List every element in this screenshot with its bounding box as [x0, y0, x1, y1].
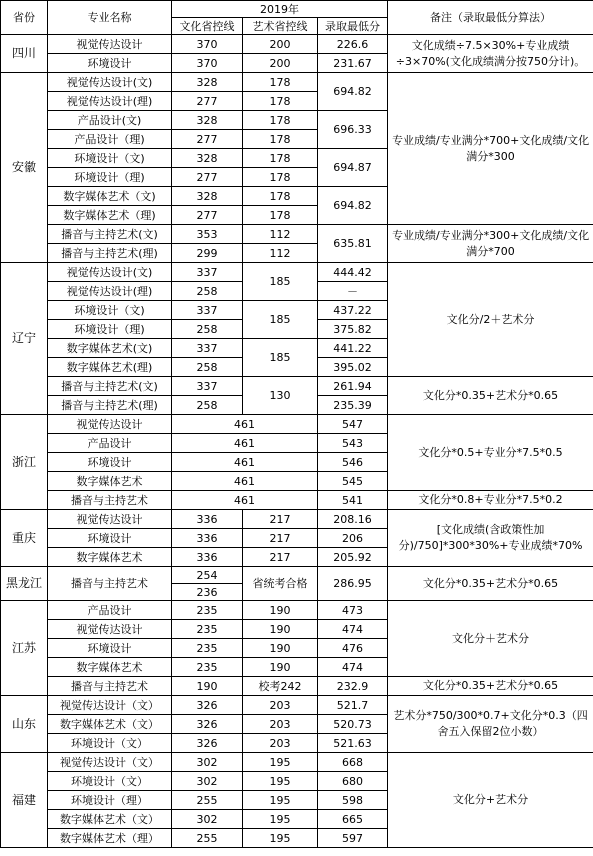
min-score-cell: 232.9: [318, 677, 388, 696]
note-cell: [文化成绩(含政策性加分)/750]*300*30%+专业成绩*70%: [388, 510, 593, 567]
note-cell: 文化成绩÷7.5×30%+专业成绩÷3×70%(文化成绩满分按750分计)。: [388, 35, 593, 73]
province-cell: 辽宁: [1, 263, 48, 415]
major-cell: 数字媒体艺术（文): [48, 187, 172, 206]
culture-line-cell: 255: [172, 829, 243, 848]
art-line-cell: 203: [243, 696, 318, 715]
header-province: 省份: [1, 1, 48, 35]
min-score-cell: 235.39: [318, 396, 388, 415]
art-line-cell: 178: [243, 92, 318, 111]
art-line-cell: 178: [243, 130, 318, 149]
table-row: [1, 753, 593, 772]
culture-line-cell: 258: [172, 396, 243, 415]
major-cell: 环境设计（文): [48, 301, 172, 320]
major-cell: 产品设计: [48, 601, 172, 620]
min-score-cell: 597: [318, 829, 388, 848]
major-cell: 环境设计（文): [48, 149, 172, 168]
min-score-cell: 543: [318, 434, 388, 453]
major-cell: 环境设计（理): [48, 168, 172, 187]
note-cell: 文化分+艺术分: [388, 753, 593, 848]
culture-line-cell: 337: [172, 263, 243, 282]
culture-line-cell: 277: [172, 92, 243, 111]
min-score-cell: 546: [318, 453, 388, 472]
culture-line-cell: 328: [172, 73, 243, 92]
art-line-cell: 185: [243, 301, 318, 339]
min-score-cell: 545: [318, 472, 388, 491]
major-cell: 环境设计: [48, 639, 172, 658]
art-line-cell: 省统考合格: [243, 567, 318, 601]
culture-line-cell: 302: [172, 810, 243, 829]
art-line-cell: 178: [243, 168, 318, 187]
major-cell: 数字媒体艺术（文）: [48, 810, 172, 829]
min-score-cell: 444.42: [318, 263, 388, 282]
header-min-score: 录取最低分: [318, 18, 388, 35]
table-row: [1, 601, 593, 620]
major-cell: 数字媒体艺术: [48, 548, 172, 567]
min-score-cell: 694.82: [318, 73, 388, 111]
art-line-cell: 200: [243, 35, 318, 54]
culture-line-cell: 336: [172, 529, 243, 548]
major-cell: 环境设计（理）: [48, 791, 172, 810]
province-cell: 浙江: [1, 415, 48, 510]
header-art-line: 艺术省控线: [243, 18, 318, 35]
culture-line-cell: 299: [172, 244, 243, 263]
table-row: [1, 415, 593, 434]
min-score-cell: 598: [318, 791, 388, 810]
major-cell: 数字媒体艺术（理): [48, 206, 172, 225]
min-score-cell: 547: [318, 415, 388, 434]
major-cell: 播音与主持艺术(理): [48, 244, 172, 263]
min-score-cell: 474: [318, 620, 388, 639]
province-cell: 江苏: [1, 601, 48, 696]
art-line-cell: 178: [243, 187, 318, 206]
culture-line-cell: 277: [172, 168, 243, 187]
major-cell: 视觉传达设计（文）: [48, 753, 172, 772]
note-cell: 文化分/2＋艺术分: [388, 263, 593, 377]
major-cell: 产品设计（理): [48, 130, 172, 149]
culture-line-cell: 336: [172, 548, 243, 567]
province-cell: 四川: [1, 35, 48, 73]
culture-line-cell: 353: [172, 225, 243, 244]
min-score-cell: 521.63: [318, 734, 388, 753]
min-score-cell: 476: [318, 639, 388, 658]
major-cell: 视觉传达设计(文): [48, 263, 172, 282]
art-line-cell: 203: [243, 734, 318, 753]
province-cell: 黑龙江: [1, 567, 48, 601]
control-line-cell: 461: [172, 491, 318, 510]
major-cell: 视觉传达设计: [48, 510, 172, 529]
culture-line-cell: 336: [172, 510, 243, 529]
culture-line-cell: 328: [172, 149, 243, 168]
culture-line-cell: 258: [172, 358, 243, 377]
table-row: [1, 263, 593, 282]
culture-line-cell: 258: [172, 320, 243, 339]
art-line-cell: 178: [243, 206, 318, 225]
culture-line-cell: 254: [172, 567, 243, 584]
major-cell: 数字媒体艺术: [48, 472, 172, 491]
note-cell: 文化分*0.35+艺术分*0.65: [388, 567, 593, 601]
culture-line-cell: 235: [172, 601, 243, 620]
major-cell: 数字媒体艺术（理）: [48, 829, 172, 848]
art-line-cell: 190: [243, 639, 318, 658]
note-cell: 文化分*0.35+艺术分*0.65: [388, 677, 593, 696]
major-cell: 环境设计（文）: [48, 734, 172, 753]
table-row: [1, 377, 593, 396]
header-culture-line: 文化省控线: [172, 18, 243, 35]
table-row: [1, 35, 593, 54]
major-cell: 播音与主持艺术(文): [48, 225, 172, 244]
min-score-cell: 261.94: [318, 377, 388, 396]
culture-line-cell: 277: [172, 130, 243, 149]
min-score-cell: 668: [318, 753, 388, 772]
major-cell: 数字媒体艺术: [48, 658, 172, 677]
note-cell: 艺术分*750/300*0.7+文化分*0.3（四舍五入保留2位小数）: [388, 696, 593, 753]
header-year: 2019年: [172, 1, 388, 18]
art-line-cell: 130: [243, 377, 318, 415]
control-line-cell: 461: [172, 472, 318, 491]
art-line-cell: 185: [243, 339, 318, 377]
min-score-cell: 226.6: [318, 35, 388, 54]
table-row: [1, 225, 593, 244]
culture-line-cell: 235: [172, 658, 243, 677]
art-line-cell: 195: [243, 829, 318, 848]
major-cell: 视觉传达设计: [48, 620, 172, 639]
culture-line-cell: 337: [172, 377, 243, 396]
control-line-cell: 461: [172, 434, 318, 453]
province-cell: 重庆: [1, 510, 48, 567]
culture-line-cell: 236: [172, 584, 243, 601]
culture-line-cell: 328: [172, 111, 243, 130]
major-cell: 播音与主持艺术: [48, 491, 172, 510]
major-cell: 环境设计（文）: [48, 772, 172, 791]
art-line-cell: 203: [243, 715, 318, 734]
control-line-cell: 461: [172, 415, 318, 434]
art-line-cell: 217: [243, 529, 318, 548]
art-line-cell: 195: [243, 772, 318, 791]
culture-line-cell: 277: [172, 206, 243, 225]
min-score-cell: 665: [318, 810, 388, 829]
major-cell: 播音与主持艺术: [48, 677, 172, 696]
min-score-cell: 205.92: [318, 548, 388, 567]
culture-line-cell: 337: [172, 339, 243, 358]
art-line-cell: 190: [243, 601, 318, 620]
min-score-cell: 206: [318, 529, 388, 548]
min-score-cell: －: [318, 282, 388, 301]
major-cell: 环境设计: [48, 453, 172, 472]
major-cell: 播音与主持艺术: [48, 567, 172, 601]
major-cell: 播音与主持艺术(文): [48, 377, 172, 396]
art-line-cell: 112: [243, 225, 318, 244]
note-cell: 专业成绩/专业满分*300+文化成绩/文化满分*700: [388, 225, 593, 263]
min-score-cell: 441.22: [318, 339, 388, 358]
min-score-cell: 520.73: [318, 715, 388, 734]
table-row: [1, 567, 593, 584]
table-row: [1, 696, 593, 715]
culture-line-cell: 326: [172, 734, 243, 753]
culture-line-cell: 302: [172, 772, 243, 791]
note-cell: 文化分*0.35+艺术分*0.65: [388, 377, 593, 415]
culture-line-cell: 326: [172, 715, 243, 734]
min-score-cell: 694.87: [318, 149, 388, 187]
art-line-cell: 217: [243, 510, 318, 529]
culture-line-cell: 255: [172, 791, 243, 810]
culture-line-cell: 326: [172, 696, 243, 715]
art-line-cell: 190: [243, 658, 318, 677]
major-cell: 视觉传达设计(文): [48, 73, 172, 92]
min-score-cell: 473: [318, 601, 388, 620]
table-row: [1, 677, 593, 696]
art-line-cell: 195: [243, 753, 318, 772]
culture-line-cell: 302: [172, 753, 243, 772]
major-cell: 环境设计: [48, 54, 172, 73]
note-cell: 文化分＋艺术分: [388, 601, 593, 677]
major-cell: 环境设计: [48, 529, 172, 548]
culture-line-cell: 258: [172, 282, 243, 301]
major-cell: 产品设计: [48, 434, 172, 453]
culture-line-cell: 235: [172, 639, 243, 658]
header-row-1: [1, 1, 593, 18]
province-cell: 福建: [1, 753, 48, 848]
culture-line-cell: 370: [172, 35, 243, 54]
major-cell: 视觉传达设计（文）: [48, 696, 172, 715]
art-line-cell: 校考242: [243, 677, 318, 696]
art-line-cell: 190: [243, 620, 318, 639]
table-row: [1, 491, 593, 510]
min-score-cell: 208.16: [318, 510, 388, 529]
min-score-cell: 680: [318, 772, 388, 791]
note-cell: 文化分*0.5+专业分*7.5*0.5: [388, 415, 593, 491]
culture-line-cell: 328: [172, 187, 243, 206]
min-score-cell: 474: [318, 658, 388, 677]
major-cell: 产品设计(文): [48, 111, 172, 130]
art-line-cell: 217: [243, 548, 318, 567]
culture-line-cell: 370: [172, 54, 243, 73]
table-row: [1, 510, 593, 529]
art-line-cell: 178: [243, 111, 318, 130]
min-score-cell: 395.02: [318, 358, 388, 377]
min-score-cell: 375.82: [318, 320, 388, 339]
min-score-cell: 696.33: [318, 111, 388, 149]
culture-line-cell: 190: [172, 677, 243, 696]
major-cell: 视觉传达设计(理): [48, 282, 172, 301]
art-line-cell: 200: [243, 54, 318, 73]
major-cell: 数字媒体艺术(理): [48, 358, 172, 377]
major-cell: 环境设计（理): [48, 320, 172, 339]
major-cell: 数字媒体艺术（文）: [48, 715, 172, 734]
major-cell: 视觉传达设计: [48, 415, 172, 434]
min-score-cell: 541: [318, 491, 388, 510]
culture-line-cell: 235: [172, 620, 243, 639]
note-cell: 文化分*0.8+专业分*7.5*0.2: [388, 491, 593, 510]
major-cell: 视觉传达设计: [48, 35, 172, 54]
min-score-cell: 286.95: [318, 567, 388, 601]
art-line-cell: 185: [243, 263, 318, 301]
min-score-cell: 694.82: [318, 187, 388, 225]
min-score-cell: 635.81: [318, 225, 388, 263]
control-line-cell: 461: [172, 453, 318, 472]
min-score-cell: 231.67: [318, 54, 388, 73]
major-cell: 数字媒体艺术(文): [48, 339, 172, 358]
province-cell: 山东: [1, 696, 48, 753]
note-cell: 专业成绩/专业满分*700+文化成绩/文化满分*300: [388, 73, 593, 225]
culture-line-cell: 337: [172, 301, 243, 320]
table-row: [1, 73, 593, 92]
art-line-cell: 112: [243, 244, 318, 263]
major-cell: 播音与主持艺术(理): [48, 396, 172, 415]
province-cell: 安徽: [1, 73, 48, 263]
art-line-cell: 195: [243, 810, 318, 829]
art-line-cell: 178: [243, 149, 318, 168]
header-major: 专业名称: [48, 1, 172, 35]
min-score-cell: 437.22: [318, 301, 388, 320]
min-score-cell: 521.7: [318, 696, 388, 715]
header-note: 备注（录取最低分算法）: [388, 1, 593, 35]
major-cell: 视觉传达设计(理): [48, 92, 172, 111]
art-line-cell: 178: [243, 73, 318, 92]
art-line-cell: 195: [243, 791, 318, 810]
